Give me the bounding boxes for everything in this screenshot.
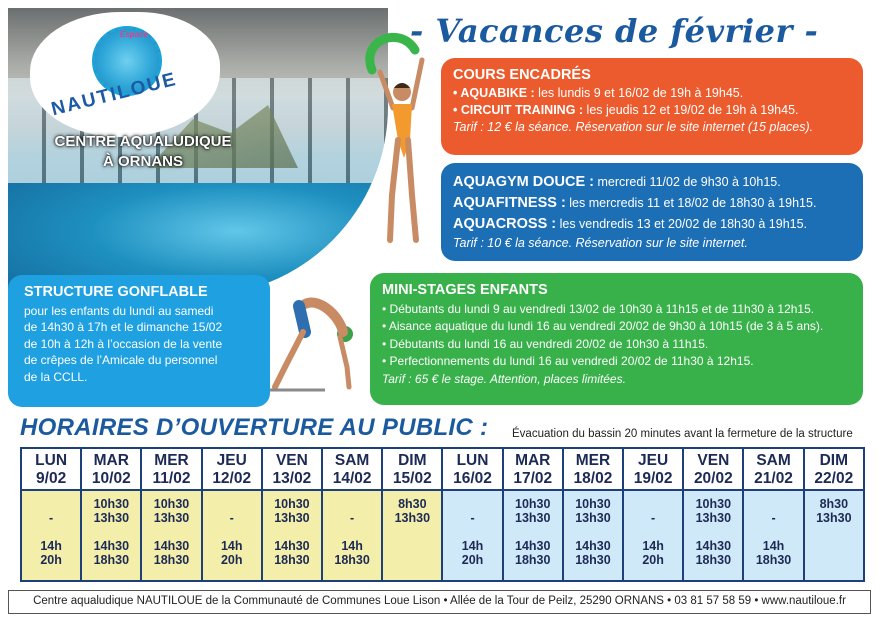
hour-line: 13h30 — [575, 511, 611, 525]
hour-line: 13h30 — [93, 511, 130, 525]
diver-illustration-icon — [265, 292, 365, 397]
hour-line: 13h30 — [274, 511, 310, 525]
stages-item: • Débutants du lundi 16 au vendredi 20/02 de 10h30 à 11h15. — [382, 336, 709, 351]
hour-line: 14h30 — [93, 539, 130, 553]
hour-line: 10h30 — [274, 497, 310, 511]
schedule-hours-cell — [503, 490, 563, 581]
gonflable-line: de crêpes de l’Amicale du personnel — [24, 353, 218, 367]
hour-line: 18h30 — [695, 553, 732, 567]
cours-tarif: Tarif : 12 € la séance. Réservation sur le site internet (15 places). — [453, 120, 814, 134]
cours-heading: COURS ENCADRÉS — [453, 67, 591, 83]
day-date: 21/02 — [754, 470, 793, 487]
hour-line: - — [229, 511, 234, 525]
hour-line: 13h30 — [153, 511, 190, 525]
hour-line: 14h30 — [575, 539, 611, 553]
schedule-hours-cell — [141, 490, 201, 581]
hour-line — [504, 525, 562, 539]
schedule-hours-cell — [563, 490, 623, 581]
logo-espace: Espace — [120, 30, 149, 39]
centre-caption — [18, 132, 268, 172]
hour-line: 13h30 — [515, 511, 551, 525]
hour-line: 18h30 — [755, 553, 792, 567]
day-name: DIM — [398, 452, 427, 469]
day-name: VEN — [275, 452, 308, 469]
centre-line-2: À ORNANS — [102, 153, 183, 170]
circuit-label: • CIRCUIT TRAINING : — [453, 103, 584, 117]
cours-item-aquabike — [453, 85, 851, 102]
schedule-hours-cell — [21, 490, 81, 581]
hour-line: 20h — [40, 553, 62, 567]
hour-line: 20h — [642, 553, 664, 567]
gonflable-line: de 14h30 à 17h et le dimanche 15/02 — [24, 320, 223, 334]
hour-line: 14h — [40, 539, 62, 553]
hour-line: 18h30 — [575, 553, 611, 567]
hour-line: 8h30 — [819, 497, 849, 511]
day-name: MAR — [93, 452, 129, 469]
day-date: 16/02 — [453, 470, 492, 487]
day-name: MAR — [515, 452, 551, 469]
hour-line — [744, 497, 802, 511]
hour-line — [564, 525, 622, 539]
hour-line: 10h30 — [575, 497, 611, 511]
stages-item: • Aisance aquatique du lundi 16 au vendredi 20/02 de 9h30 à 10h15 (de 3 à 5 ans). — [382, 319, 824, 333]
schedule-day-cell — [623, 448, 683, 490]
mini-stages-box — [370, 273, 863, 405]
hour-line — [805, 553, 863, 567]
hour-line — [323, 525, 381, 539]
day-name: JEU — [638, 452, 669, 469]
day-date: 22/02 — [814, 470, 854, 487]
hour-line — [82, 525, 140, 539]
aquagym-line — [453, 172, 851, 193]
centre-line-1: CENTRE AQUALUDIQUE — [54, 133, 232, 150]
hour-line: - — [470, 511, 475, 525]
aquafitness-label: AQUAFITNESS : — [453, 195, 566, 211]
hour-line: 10h30 — [153, 497, 190, 511]
schedule-hours-cell — [262, 490, 322, 581]
schedule-day-cell — [503, 448, 563, 490]
hour-line: - — [350, 511, 355, 525]
hour-line: - — [49, 511, 54, 525]
aquacross-line — [453, 214, 851, 235]
schedule-day-cell — [683, 448, 743, 490]
footer: Centre aqualudique NAUTILOUE de la Communauté de Communes Loue Lison • Allée de la Tour de Peilz, 25290 ORNANS • 03 81 57 58 59 • www.nautiloue.fr — [8, 590, 871, 614]
aquacross-text: les vendredis 13 et 20/02 de 18h30 à 19h15. — [556, 217, 808, 231]
schedule-day-cell — [563, 448, 623, 490]
gonflable-line: de 10h à 12h à l’occasion de la vente — [24, 336, 223, 351]
schedule-day-cell — [81, 448, 141, 490]
gonflable-line: de la CCLL. — [24, 369, 88, 384]
circuit-text: les jeudis 12 et 19/02 de 19h à 19h45. — [583, 103, 799, 117]
stages-heading: MINI-STAGES ENFANTS — [382, 282, 548, 298]
day-name: MER — [154, 452, 189, 469]
day-date: 18/02 — [573, 470, 613, 487]
schedule-day-cell — [262, 448, 322, 490]
day-name: DIM — [819, 452, 849, 469]
hour-line — [684, 525, 742, 539]
schedule-day-cell — [21, 448, 81, 490]
aquabike-text: les lundis 9 et 16/02 de 19h à 19h45. — [534, 86, 744, 100]
hour-line — [624, 497, 682, 511]
day-name: LUN — [35, 452, 68, 469]
hour-line: 14h — [762, 539, 785, 553]
page-title: - Vacances de février - — [410, 12, 819, 50]
schedule-day-row — [21, 448, 864, 490]
day-date: 14/02 — [332, 470, 372, 487]
hour-line — [263, 525, 321, 539]
day-date: 19/02 — [633, 470, 673, 487]
hour-line: 18h30 — [153, 553, 190, 567]
schedule-hours-cell — [442, 490, 502, 581]
day-name: VEN — [697, 452, 730, 469]
hour-line — [383, 553, 441, 567]
cours-encadres-box — [441, 58, 863, 155]
hour-line — [805, 539, 863, 553]
schedule-day-cell — [804, 448, 864, 490]
hour-line: 13h30 — [816, 511, 852, 525]
day-name: JEU — [216, 452, 247, 469]
schedule-hours-cell — [804, 490, 864, 581]
schedule-hours-cell — [202, 490, 262, 581]
hour-line: 18h30 — [334, 553, 370, 567]
hour-line: 10h30 — [515, 497, 551, 511]
hour-line: 14h30 — [695, 539, 732, 553]
day-date: 11/02 — [152, 470, 191, 487]
day-date: 9/02 — [36, 470, 67, 487]
day-date: 17/02 — [513, 470, 553, 487]
hour-line: 14h30 — [153, 539, 190, 553]
aquagym-text: mercredi 11/02 de 9h30 à 10h15. — [593, 175, 781, 189]
hour-line: 14h — [461, 539, 484, 553]
hour-line: 14h — [220, 539, 243, 553]
logo-name: NAUTILOUE — [49, 68, 180, 121]
hour-line: 14h30 — [515, 539, 551, 553]
day-date: 10/02 — [91, 470, 131, 487]
hour-line: 14h — [642, 539, 664, 553]
structure-gonflable-box — [8, 275, 270, 407]
hour-line: - — [651, 511, 656, 525]
hour-line: 13h30 — [394, 511, 431, 525]
schedule-hours-row — [21, 490, 864, 581]
schedule-day-cell — [442, 448, 502, 490]
hour-line: 10h30 — [695, 497, 732, 511]
hour-line — [383, 525, 441, 539]
hour-line — [744, 525, 802, 539]
schedule-hours-cell — [81, 490, 141, 581]
schedule-day-cell — [202, 448, 262, 490]
evacuation-note: Évacuation du bassin 20 minutes avant la fermeture de la structure — [512, 428, 853, 440]
hour-line — [203, 525, 261, 539]
day-date: 20/02 — [693, 470, 733, 487]
day-name: SAM — [334, 452, 370, 469]
hour-line: 10h30 — [93, 497, 130, 511]
gonflable-line: pour les enfants du lundi au samedi — [24, 303, 214, 318]
hour-line — [142, 525, 200, 539]
hour-line: 14h30 — [274, 539, 310, 553]
hour-line: 18h30 — [515, 553, 551, 567]
hour-line: - — [771, 511, 776, 525]
hour-line — [624, 525, 682, 539]
schedule-day-cell — [141, 448, 201, 490]
day-name: SAM — [756, 452, 791, 469]
aquafitness-text: les mercredis 11 et 18/02 de 18h30 à 19h15. — [565, 196, 817, 210]
hour-line — [383, 539, 441, 553]
aquabike-label: • AQUABIKE : — [453, 86, 535, 100]
hour-line — [443, 525, 501, 539]
schedule-day-cell — [382, 448, 442, 490]
hour-line — [323, 497, 381, 511]
day-date: 13/02 — [272, 470, 312, 487]
day-date: 15/02 — [392, 470, 432, 487]
schedule-hours-cell — [322, 490, 382, 581]
schedule-table — [20, 447, 865, 582]
aqua-box — [441, 163, 863, 261]
hour-line: 13h30 — [695, 511, 732, 525]
schedule-day-cell — [743, 448, 803, 490]
schedule-hours-cell — [382, 490, 442, 581]
hour-line — [22, 497, 80, 511]
horaires-heading: HORAIRES D’OUVERTURE AU PUBLIC : — [20, 414, 489, 441]
hour-line: 18h30 — [274, 553, 310, 567]
swimmer-illustration-icon — [360, 30, 450, 250]
day-name: MER — [575, 452, 611, 469]
hour-line — [22, 525, 80, 539]
gonflable-heading: STRUCTURE GONFLABLE — [24, 284, 208, 300]
aquacross-label: AQUACROSS : — [453, 216, 557, 232]
stages-item: • Perfectionnements du lundi 16 au vendredi 20/02 de 11h30 à 12h15. — [382, 354, 754, 368]
aquagym-label: AQUAGYM DOUCE : — [453, 174, 594, 190]
hour-line: 14h — [341, 539, 363, 553]
schedule-hours-cell — [623, 490, 683, 581]
aquafitness-line — [453, 193, 851, 214]
hour-line: 18h30 — [93, 553, 130, 567]
hour-line — [203, 497, 261, 511]
day-date: 12/02 — [212, 470, 252, 487]
stages-item: • Débutants du lundi 9 au vendredi 13/02 de 10h30 à 11h15 et de 11h30 à 12h15. — [382, 301, 815, 316]
hour-line — [443, 497, 501, 511]
stages-tarif: Tarif : 65 € le stage. Attention, places limitées. — [382, 371, 626, 386]
hour-line — [805, 525, 863, 539]
schedule-hours-cell — [683, 490, 743, 581]
cours-item-circuit — [453, 102, 851, 119]
hour-line: 20h — [220, 553, 243, 567]
day-name: LUN — [456, 452, 489, 469]
hour-line: 8h30 — [398, 497, 427, 511]
schedule-hours-cell — [743, 490, 803, 581]
hour-line: 20h — [461, 553, 484, 567]
schedule-day-cell — [322, 448, 382, 490]
aqua-tarif: Tarif : 10 € la séance. Réservation sur le site internet. — [453, 236, 748, 250]
